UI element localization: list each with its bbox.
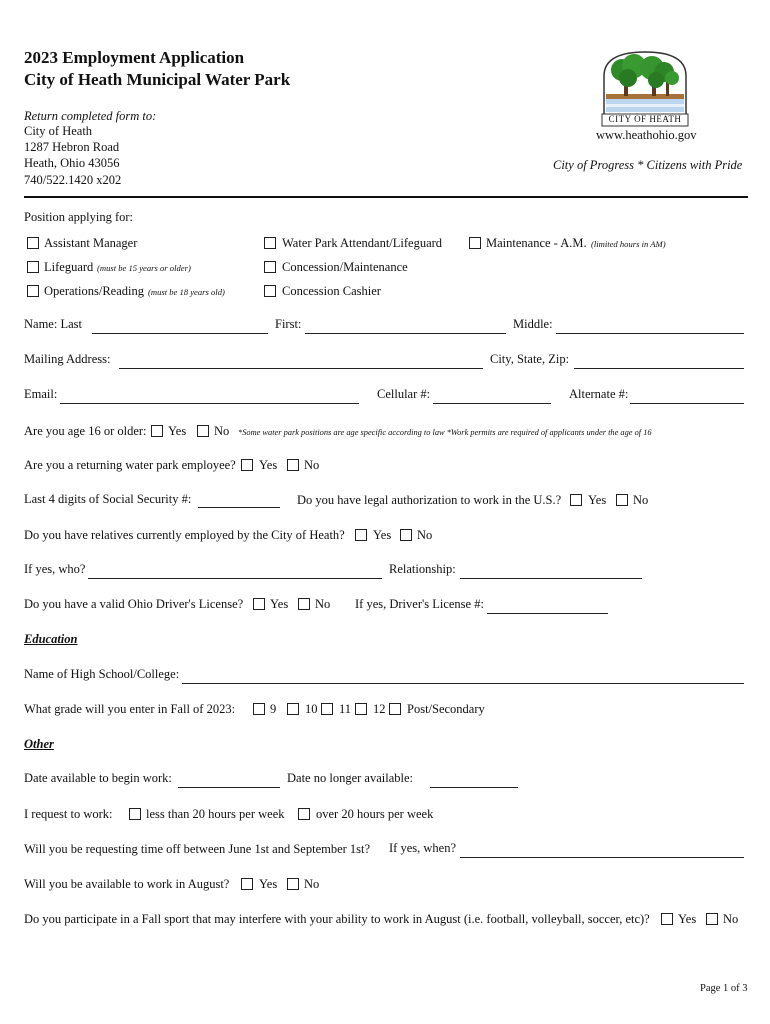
- less-20-hours-checkbox[interactable]: [129, 808, 141, 820]
- relative-who-label: If yes, who?: [24, 562, 86, 576]
- legal-yes-label: Yes: [588, 493, 607, 507]
- ssn-label: Last 4 digits of Social Security #:: [24, 492, 192, 506]
- legal-no-checkbox[interactable]: [616, 494, 628, 506]
- date-no-longer-label: Date no longer available:: [287, 771, 413, 785]
- school-field[interactable]: [182, 670, 744, 684]
- grade-11-label: 11: [339, 702, 352, 716]
- age-no-checkbox[interactable]: [197, 425, 209, 437]
- license-question: Do you have a valid Ohio Driver's License?: [24, 597, 244, 611]
- grade-9-label: 9: [270, 702, 277, 716]
- first-name-label: First:: [275, 317, 302, 331]
- address-line-1: City of Heath: [24, 124, 93, 138]
- less-20-hours-label: less than 20 hours per week: [146, 807, 285, 821]
- address-line-2: 1287 Hebron Road: [24, 140, 120, 154]
- date-available-label: Date available to begin work:: [24, 771, 172, 785]
- time-off-when-field[interactable]: [460, 844, 744, 858]
- grade-question: What grade will you enter in Fall of 2023:: [24, 702, 236, 716]
- attendant-checkbox[interactable]: [264, 237, 276, 249]
- license-number-field[interactable]: [487, 600, 608, 614]
- alternate-label: Alternate #:: [569, 387, 629, 401]
- school-label: Name of High School/College:: [24, 667, 180, 681]
- operations-label: Operations/Reading: [44, 284, 144, 298]
- other-heading: Other: [24, 737, 54, 751]
- time-off-question: Will you be requesting time off between June 1st and September 1st?: [24, 842, 371, 856]
- fall-sport-yes-checkbox[interactable]: [661, 913, 673, 925]
- grade-10-label: 10: [305, 702, 318, 716]
- legal-yes-checkbox[interactable]: [570, 494, 582, 506]
- maintenance-label: Maintenance - A.M.: [486, 236, 587, 250]
- relatives-no-checkbox[interactable]: [400, 529, 412, 541]
- relatives-yes-label: Yes: [373, 528, 392, 542]
- post-secondary-label: Post/Secondary: [407, 702, 485, 716]
- lifeguard-checkbox[interactable]: [27, 261, 39, 273]
- operations-checkbox[interactable]: [27, 285, 39, 297]
- concession-maintenance-label: Concession/Maintenance: [282, 260, 408, 274]
- assistant-manager-checkbox[interactable]: [27, 237, 39, 249]
- middle-name-label: Middle:: [513, 317, 553, 331]
- form-subtitle: City of Heath Municipal Water Park: [24, 70, 291, 89]
- age-question: Are you age 16 or older:: [24, 424, 147, 438]
- phone-number: 740/522.1420 x202: [24, 173, 122, 187]
- concession-cashier-label: Concession Cashier: [282, 284, 381, 298]
- date-available-field[interactable]: [178, 774, 280, 788]
- relative-who-field[interactable]: [88, 565, 382, 579]
- lifeguard-label: Lifeguard: [44, 260, 94, 274]
- cellular-field[interactable]: [433, 390, 551, 404]
- relatives-yes-checkbox[interactable]: [355, 529, 367, 541]
- fall-sport-no-label: No: [723, 912, 739, 926]
- position-label: Position applying for:: [24, 210, 134, 224]
- over-20-hours-label: over 20 hours per week: [316, 807, 434, 821]
- post-secondary-checkbox[interactable]: [389, 703, 401, 715]
- email-label: Email:: [24, 387, 58, 401]
- city-logo: [600, 48, 690, 128]
- time-off-when-label: If yes, when?: [389, 841, 456, 855]
- middle-name-field[interactable]: [556, 320, 744, 334]
- date-no-longer-field[interactable]: [430, 774, 518, 788]
- mailing-address-field[interactable]: [119, 355, 483, 369]
- august-question: Will you be available to work in August?: [24, 877, 230, 891]
- return-label: Return completed form to:: [24, 109, 157, 123]
- august-yes-checkbox[interactable]: [241, 878, 253, 890]
- grade-12-checkbox[interactable]: [355, 703, 367, 715]
- august-no-label: No: [304, 877, 320, 891]
- fall-sport-yes-label: Yes: [678, 912, 697, 926]
- fall-sport-no-checkbox[interactable]: [706, 913, 718, 925]
- concession-cashier-checkbox[interactable]: [264, 285, 276, 297]
- page-number: Page 1 of 3: [700, 983, 748, 994]
- relatives-question: Do you have relatives currently employed by the City of Heath?: [24, 528, 345, 542]
- city-state-zip-field[interactable]: [574, 355, 744, 369]
- header-divider: [24, 196, 748, 198]
- returning-question: Are you a returning water park employee?: [24, 458, 236, 472]
- grade-10-checkbox[interactable]: [287, 703, 299, 715]
- relationship-field[interactable]: [460, 565, 642, 579]
- last-name-label: Name: Last: [24, 317, 82, 331]
- cellular-label: Cellular #:: [377, 387, 431, 401]
- license-no-label: No: [315, 597, 331, 611]
- grade-9-checkbox[interactable]: [253, 703, 265, 715]
- license-no-checkbox[interactable]: [298, 598, 310, 610]
- alternate-field[interactable]: [630, 390, 744, 404]
- request-label: I request to work:: [24, 807, 113, 821]
- first-name-field[interactable]: [305, 320, 506, 334]
- returning-no-label: No: [304, 458, 320, 472]
- license-yes-label: Yes: [270, 597, 289, 611]
- form-title: 2023 Employment Application: [24, 48, 245, 67]
- legal-no-label: No: [633, 493, 649, 507]
- attendant-label: Water Park Attendant/Lifeguard: [282, 236, 443, 250]
- assistant-manager-label: Assistant Manager: [44, 236, 138, 250]
- lifeguard-note: (must be 15 years or older): [97, 263, 191, 273]
- grade-12-label: 12: [373, 702, 386, 716]
- operations-note: (must be 18 years old): [148, 287, 225, 297]
- fall-sport-question: Do you participate in a Fall sport that may interfere with your ability to work in August (i.e. football, volleyball, soccer, etc)?: [24, 912, 650, 926]
- logo-text: CITY OF HEATH: [608, 114, 682, 124]
- last-name-field[interactable]: [92, 320, 268, 334]
- age-no-label: No: [214, 424, 230, 438]
- education-heading: Education: [24, 632, 78, 646]
- license-number-label: If yes, Driver's License #:: [355, 597, 484, 611]
- concession-maintenance-checkbox[interactable]: [264, 261, 276, 273]
- over-20-hours-checkbox[interactable]: [298, 808, 310, 820]
- city-state-zip-label: City, State, Zip:: [490, 352, 570, 366]
- maintenance-checkbox[interactable]: [469, 237, 481, 249]
- relationship-label: Relationship:: [389, 562, 456, 576]
- email-field[interactable]: [60, 390, 359, 404]
- mailing-address-label: Mailing Address:: [24, 352, 111, 366]
- maintenance-note: (limited hours in AM): [591, 239, 666, 249]
- returning-no-checkbox[interactable]: [287, 459, 299, 471]
- august-no-checkbox[interactable]: [287, 878, 299, 890]
- motto: City of Progress * Citizens with Pride: [553, 158, 743, 172]
- license-yes-checkbox[interactable]: [253, 598, 265, 610]
- returning-yes-label: Yes: [259, 458, 278, 472]
- address-line-3: Heath, Ohio 43056: [24, 156, 120, 170]
- age-yes-checkbox[interactable]: [151, 425, 163, 437]
- legal-question: Do you have legal authorization to work in the U.S.?: [297, 493, 562, 507]
- age-yes-label: Yes: [168, 424, 187, 438]
- grade-11-checkbox[interactable]: [321, 703, 333, 715]
- relatives-no-label: No: [417, 528, 433, 542]
- august-yes-label: Yes: [259, 877, 278, 891]
- age-note: *Some water park positions are age specific according to law *Work permits are required of applicants under the age of 16: [238, 428, 652, 437]
- ssn-field[interactable]: [198, 494, 280, 508]
- returning-yes-checkbox[interactable]: [241, 459, 253, 471]
- website[interactable]: www.heathohio.gov: [596, 128, 697, 142]
